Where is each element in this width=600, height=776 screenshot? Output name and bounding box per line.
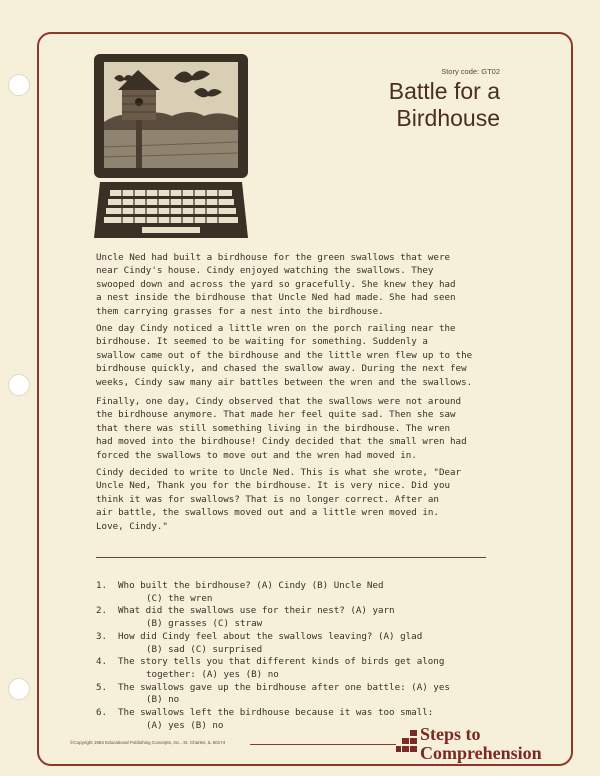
question-text: The story tells you that different kinds of birds get along <box>118 656 445 668</box>
question-text: The swallows gave up the birdhouse after one battle: (A) yes <box>118 681 450 693</box>
story-line: near Cindy's house. Cindy enjoyed watching the swallows. They <box>96 265 434 277</box>
logo-line-1: Steps to <box>420 724 481 744</box>
binder-hole-bottom <box>8 678 30 700</box>
question-text: What did the swallows use for their nest? (A) yarn <box>118 605 395 617</box>
story-line: had moved into the birdhouse! Cindy decided that the small wren had <box>96 436 467 448</box>
question-number: 4. <box>96 656 108 668</box>
story-line: them carrying grasses for a nest into the birdhouse. <box>96 305 384 317</box>
question-options: (A) yes (B) no <box>146 719 224 731</box>
question-options: (B) grasses (C) straw <box>146 618 263 630</box>
story-paragraph <box>96 251 506 318</box>
logo-wordmark <box>420 725 542 763</box>
section-divider <box>96 557 486 558</box>
question-text: How did Cindy feel about the swallows leaving? (A) glad <box>118 630 423 642</box>
steps-to-comprehension-logo <box>396 725 572 769</box>
question-list <box>96 580 496 732</box>
story-line: Cindy decided to write to Uncle Ned. This is what she wrote, "Dear <box>96 467 462 478</box>
question-text: Who built the birdhouse? (A) Cindy (B) Uncle Ned <box>118 580 384 591</box>
story-line: the birdhouse anymore. That made her feel quite sad. Then she saw <box>96 409 456 421</box>
story-paragraph <box>96 395 506 462</box>
story-line: that there was still something living in the birdhouse. The wren <box>96 422 451 434</box>
story-line: forced the swallows to move out and the wren had moved in. <box>96 449 417 461</box>
computer-illustration <box>92 52 250 242</box>
story-paragraph <box>96 466 506 533</box>
story-line: weeks, Cindy saw many air battles between the wren and the swallows. <box>96 376 473 388</box>
story-line: think it was for swallows? That is no longer correct. After an <box>96 493 439 505</box>
title-line-2: Birdhouse <box>396 105 500 131</box>
question-options: (B) sad (C) surprised <box>146 643 263 655</box>
question-options: (B) no <box>146 694 180 706</box>
story-line: Uncle Ned, Thank you for the birdhouse. It is very nice. Did you <box>96 480 451 492</box>
story-line: a nest inside the birdhouse that Uncle Ned had made. She had seen <box>96 292 456 304</box>
story-line: Love, Cindy." <box>96 520 168 532</box>
question-item <box>96 682 496 707</box>
story-paragraph <box>96 322 506 389</box>
page-title <box>290 78 500 132</box>
story-line: birdhouse. It seemed to be waiting for something. Suddenly a <box>96 336 428 348</box>
story-line: swallow came out of the birdhouse and the little wren flew up to the <box>96 349 473 361</box>
question-number: 3. <box>96 630 108 642</box>
question-item <box>96 631 496 656</box>
question-item <box>96 605 496 630</box>
story-line: swooped down and across the yard so gracefully. She knew they had <box>96 278 456 290</box>
footer-rule <box>250 744 396 745</box>
title-line-1: Battle for a <box>388 78 500 104</box>
logo-line-2: Comprehension <box>420 743 542 763</box>
question-number: 2. <box>96 605 108 617</box>
question-options: (C) the wren <box>146 592 213 604</box>
story-line: air battle, the swallows moved out and a little wren moved in. <box>96 507 439 519</box>
binder-hole-middle <box>8 374 30 396</box>
story-code: Story code: GT02 <box>441 67 500 76</box>
question-item <box>96 656 496 681</box>
binder-hole-top <box>8 74 30 96</box>
question-number: 6. <box>96 707 108 719</box>
stair-blocks-icon <box>396 728 418 758</box>
copyright-notice: ©Copyright 1984 Educational Publishing Concepts, Inc., St. Charles, IL 60174 <box>70 740 226 745</box>
story-line: birdhouse quickly, and chased the swallow away. During the next few <box>96 363 467 375</box>
question-options: together: (A) yes (B) no <box>146 668 279 680</box>
question-text: The swallows left the birdhouse because it was too small: <box>118 707 434 719</box>
question-item <box>96 580 496 605</box>
story-line: Finally, one day, Cindy observed that the swallows were not around <box>96 396 462 407</box>
question-number: 1. <box>96 580 108 591</box>
story-line: One day Cindy noticed a little wren on the porch railing near the <box>96 323 456 334</box>
question-number: 5. <box>96 681 108 693</box>
story-line: Uncle Ned had built a birdhouse for the green swallows that were <box>96 252 451 263</box>
